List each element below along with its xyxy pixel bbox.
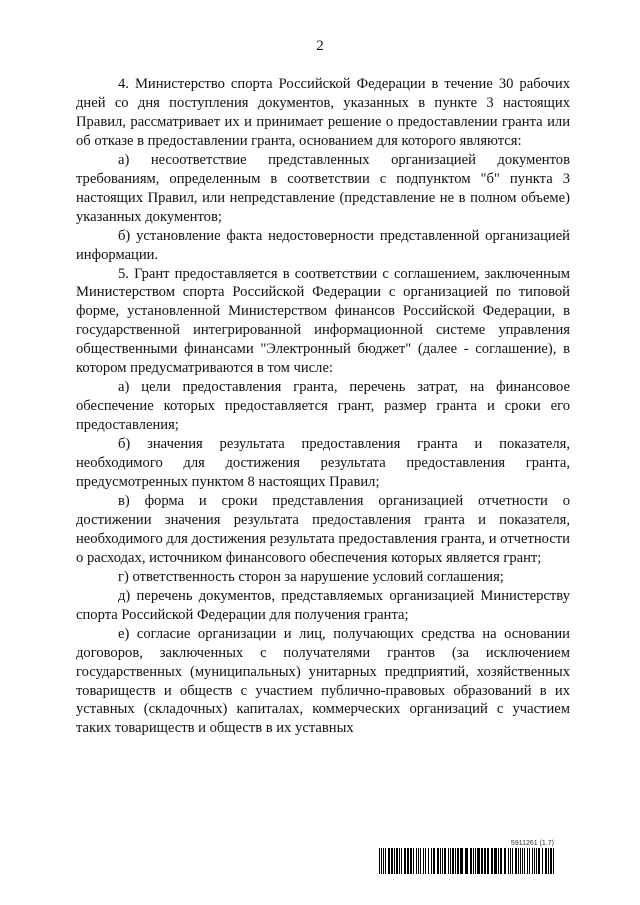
barcode-bar [418,848,419,874]
subparagraph-4a: а) несоответствие представленных организацией документов требованиям, определенным в соответствии с подпунктом "б" пункта 3 настоящих Правил, или непредставление (представление не в полном объеме) указанных документов; [76,151,570,225]
barcode-bar [532,848,533,874]
barcode-bar [520,848,521,874]
barcode-bar [383,848,384,874]
barcode-bar [394,848,395,874]
barcode-bar [518,848,519,874]
barcode-bar [425,848,426,874]
barcode-bar [470,848,472,874]
barcode-bar [529,848,530,874]
barcode-bar [431,848,432,874]
barcode-bar [538,848,540,874]
subparagraph-5d: д) перечень документов, представляемых организацией Министерству спорта Российской Федерации для получения гранта; [76,587,570,623]
barcode-bar [455,848,456,874]
barcode-bar [450,848,451,874]
barcode-bar [548,848,549,874]
barcode-bar [494,848,497,874]
barcode-bar [504,848,506,874]
barcode-bar [410,848,412,874]
barcode-bar [515,848,517,874]
paragraph-4-intro: 4. Министерство спорта Российской Федерации в течение 30 рабочих дней со дня поступления документов, указанных в пункте 3 настоящих Правил, рассматривает их и принимает решение о предоставлении гранта или об отказе в предоставлении гранта, основанием для которого являются: [76,76,570,149]
barcode-bar [465,848,468,874]
barcode-bar [444,848,446,874]
subparagraph-5b: б) значения результата предоставления гранта и показателя, необходимого для достижения результата предоставления гранта, предусмотренных пунктом 8 настоящих Правил; [76,436,570,491]
barcode-bar [401,848,402,874]
barcode-bar [391,848,393,874]
barcode-bar [423,848,424,874]
barcode-bar [550,848,552,874]
barcode-bar [481,848,483,874]
barcode-bar [524,848,525,874]
barcode-bar [500,848,502,874]
document-reference-code: 5911261 (1.7) [510,840,554,847]
barcode-bar [508,848,509,874]
barcode-bar [413,848,414,874]
barcode-bar [545,848,547,874]
document-body [76,75,570,738]
barcode-bar [475,848,476,874]
subparagraph-5g: г) ответственность сторон за нарушение условий соглашения; [118,568,504,585]
barcode-bar [385,848,386,874]
barcode-bar [428,848,429,874]
barcode-bar [448,848,449,874]
barcode-icon [379,848,554,874]
barcode-bar [404,848,406,874]
barcode-bar [527,848,528,874]
barcode-bar [457,848,459,874]
barcode-bar [473,848,474,874]
subparagraph-5e: е) согласие организации и лиц, получающих средства на основании договоров, заключенных с получателями грантов (за исключением государственных (муниципальных) унитарных предприятий, хозяйственных товариществ и обществ с участием публично-правовых образований в их уставных (складочных) капиталах, коммерческих организаций с участием таких товариществ и обществ в их уставных [76,625,570,737]
barcode-bar [416,848,417,874]
barcode-bar [512,848,513,874]
barcode-bar [379,848,380,874]
barcode-bar [510,848,511,874]
barcode-bar [381,848,382,874]
barcode-bar [407,848,409,874]
barcode-bar [399,848,400,874]
barcode-bar [553,848,554,874]
barcode-bar [491,848,493,874]
subparagraph-5v: в) форма и сроки представления организацией отчетности о достижении значения результата предоставления гранта и показателя, необходимого для достижения результата предоставления гранта, и отчетности о расходах, источником финансового обеспечения которых является грант; [76,492,570,566]
barcode-bar [542,848,543,874]
barcode-bar [452,848,454,874]
barcode-bar [534,848,535,874]
barcode-bar [498,848,499,874]
barcode-bar [536,848,537,874]
barcode-bar [440,848,441,874]
barcode-bar [442,848,443,874]
barcode-bar [522,848,523,874]
page-number: 2 [316,38,324,54]
subparagraph-4b: б) установление факта недостоверности представленной организацией информации. [76,227,570,263]
barcode-bar [388,848,390,874]
barcode-bar [396,848,398,874]
barcode-bar [484,848,486,874]
barcode-bar [460,848,463,874]
barcode-bar [477,848,480,874]
paragraph-5-intro: 5. Грант предоставляется в соответствии с соглашением, заключенным Министерством спорта Российской Федерации с организацией по типовой форме, установленной Министерством финансов Российской Федерации, в государственной интегрированной информационной системе управления общественными финансами "Электронный бюджет" (далее - соглашение), в котором предусматриваются в том числе: [76,265,570,377]
barcode-bar [433,848,435,874]
barcode-bar [487,848,489,874]
subparagraph-5a: а) цели предоставления гранта, перечень затрат, на финансовое обеспечение которых предоставляется грант, размер гранта и сроки его предоставления; [76,379,570,434]
barcode-bar [420,848,421,874]
barcode-bar [437,848,439,874]
